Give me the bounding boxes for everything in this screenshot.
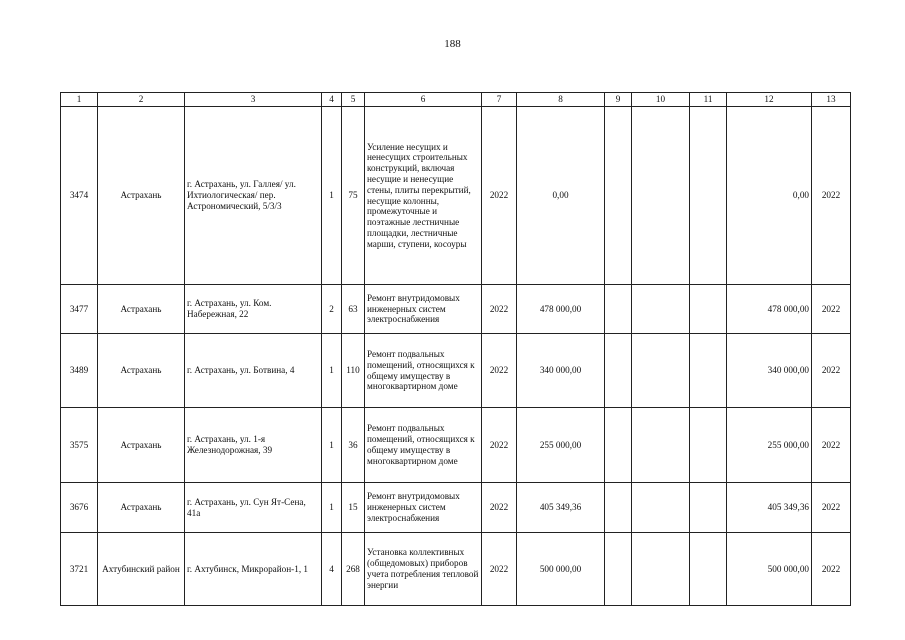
col12-cell: 340 000,00 (727, 334, 812, 408)
column-number-6: 6 (365, 93, 482, 107)
address-cell: г. Астрахань, ул. Галлея/ ул. Ихтиологическая/ пер. Астрономический, 5/3/3 (185, 107, 322, 285)
column-number-4: 4 (322, 93, 342, 107)
col9-cell (605, 334, 632, 408)
column-number-9: 9 (605, 93, 632, 107)
col5-cell: 75 (342, 107, 365, 285)
district-cell: Астрахань (98, 408, 185, 483)
work-type-cell: Ремонт подвальных помещений, относящихся к общему имуществу в многоквартирном доме (365, 408, 482, 483)
year-cell: 2022 (482, 107, 517, 285)
col9-cell (605, 107, 632, 285)
col4-cell: 2 (322, 285, 342, 334)
table-row (61, 334, 851, 408)
cost-cell: 405 349,36 (517, 483, 605, 533)
col11-cell (690, 334, 727, 408)
record-id-cell: 3575 (61, 408, 98, 483)
col5-cell: 110 (342, 334, 365, 408)
year-cell: 2022 (482, 334, 517, 408)
column-number-1: 1 (61, 93, 98, 107)
address-cell: г. Астрахань, ул. 1-я Железнодорожная, 39 (185, 408, 322, 483)
col13-cell: 2022 (812, 334, 851, 408)
col10-cell (632, 408, 690, 483)
column-number-row (61, 93, 851, 107)
repair-program-table (60, 92, 851, 606)
col13-cell: 2022 (812, 285, 851, 334)
address-cell: г. Астрахань, ул. Сун Ят-Сена, 41а (185, 483, 322, 533)
col10-cell (632, 483, 690, 533)
col5-cell: 63 (342, 285, 365, 334)
col5-cell: 15 (342, 483, 365, 533)
address-cell: г. Ахтубинск, Микрорайон-1, 1 (185, 533, 322, 606)
column-number-13: 13 (812, 93, 851, 107)
col10-cell (632, 285, 690, 334)
cost-cell: 500 000,00 (517, 533, 605, 606)
col13-cell: 2022 (812, 107, 851, 285)
work-type-cell: Ремонт подвальных помещений, относящихся к общему имуществу в многоквартирном доме (365, 334, 482, 408)
col11-cell (690, 408, 727, 483)
year-cell: 2022 (482, 285, 517, 334)
cost-cell: 340 000,00 (517, 334, 605, 408)
col4-cell: 1 (322, 483, 342, 533)
col11-cell (690, 107, 727, 285)
col11-cell (690, 483, 727, 533)
col13-cell: 2022 (812, 533, 851, 606)
column-number-12: 12 (727, 93, 812, 107)
col5-cell: 36 (342, 408, 365, 483)
col12-cell: 405 349,36 (727, 483, 812, 533)
table-row (61, 285, 851, 334)
column-number-5: 5 (342, 93, 365, 107)
district-cell: Астрахань (98, 483, 185, 533)
table-row (61, 408, 851, 483)
table-row (61, 483, 851, 533)
col4-cell: 1 (322, 107, 342, 285)
col11-cell (690, 533, 727, 606)
column-number-10: 10 (632, 93, 690, 107)
year-cell: 2022 (482, 533, 517, 606)
col13-cell: 2022 (812, 483, 851, 533)
address-cell: г. Астрахань, ул. Ботвина, 4 (185, 334, 322, 408)
cost-cell: 0,00 (517, 107, 605, 285)
year-cell: 2022 (482, 408, 517, 483)
cost-cell: 478 000,00 (517, 285, 605, 334)
col9-cell (605, 285, 632, 334)
address-cell: г. Астрахань, ул. Ком. Набережная, 22 (185, 285, 322, 334)
page-number: 188 (444, 38, 461, 50)
col9-cell (605, 483, 632, 533)
col12-cell: 0,00 (727, 107, 812, 285)
col12-cell: 500 000,00 (727, 533, 812, 606)
column-number-7: 7 (482, 93, 517, 107)
record-id-cell: 3721 (61, 533, 98, 606)
col10-cell (632, 533, 690, 606)
col12-cell: 255 000,00 (727, 408, 812, 483)
col10-cell (632, 334, 690, 408)
column-number-8: 8 (517, 93, 605, 107)
work-type-cell: Ремонт внутридомовых инженерных систем электроснабжения (365, 285, 482, 334)
col5-cell: 268 (342, 533, 365, 606)
district-cell: Ахтубинский район (98, 533, 185, 606)
col11-cell (690, 285, 727, 334)
cost-cell: 255 000,00 (517, 408, 605, 483)
col13-cell: 2022 (812, 408, 851, 483)
col4-cell: 1 (322, 334, 342, 408)
record-id-cell: 3489 (61, 334, 98, 408)
table-row (61, 107, 851, 285)
column-number-11: 11 (690, 93, 727, 107)
col10-cell (632, 107, 690, 285)
column-number-3: 3 (185, 93, 322, 107)
district-cell: Астрахань (98, 334, 185, 408)
col12-cell: 478 000,00 (727, 285, 812, 334)
col9-cell (605, 533, 632, 606)
column-number-2: 2 (98, 93, 185, 107)
col4-cell: 4 (322, 533, 342, 606)
district-cell: Астрахань (98, 107, 185, 285)
work-type-cell: Установка коллективных (общедомовых) приборов учета потребления тепловой энергии (365, 533, 482, 606)
table-row (61, 533, 851, 606)
record-id-cell: 3676 (61, 483, 98, 533)
district-cell: Астрахань (98, 285, 185, 334)
col4-cell: 1 (322, 408, 342, 483)
record-id-cell: 3477 (61, 285, 98, 334)
work-type-cell: Ремонт внутридомовых инженерных систем электроснабжения (365, 483, 482, 533)
col9-cell (605, 408, 632, 483)
work-type-cell: Усиление несущих и ненесущих строительных конструкций, включая несущие и ненесущие стены, плиты перекрытий, несущие колонны, промежуточные и поэтажные лестничные площадки, лестничные марши, ступени, косоуры (365, 107, 482, 285)
record-id-cell: 3474 (61, 107, 98, 285)
year-cell: 2022 (482, 483, 517, 533)
